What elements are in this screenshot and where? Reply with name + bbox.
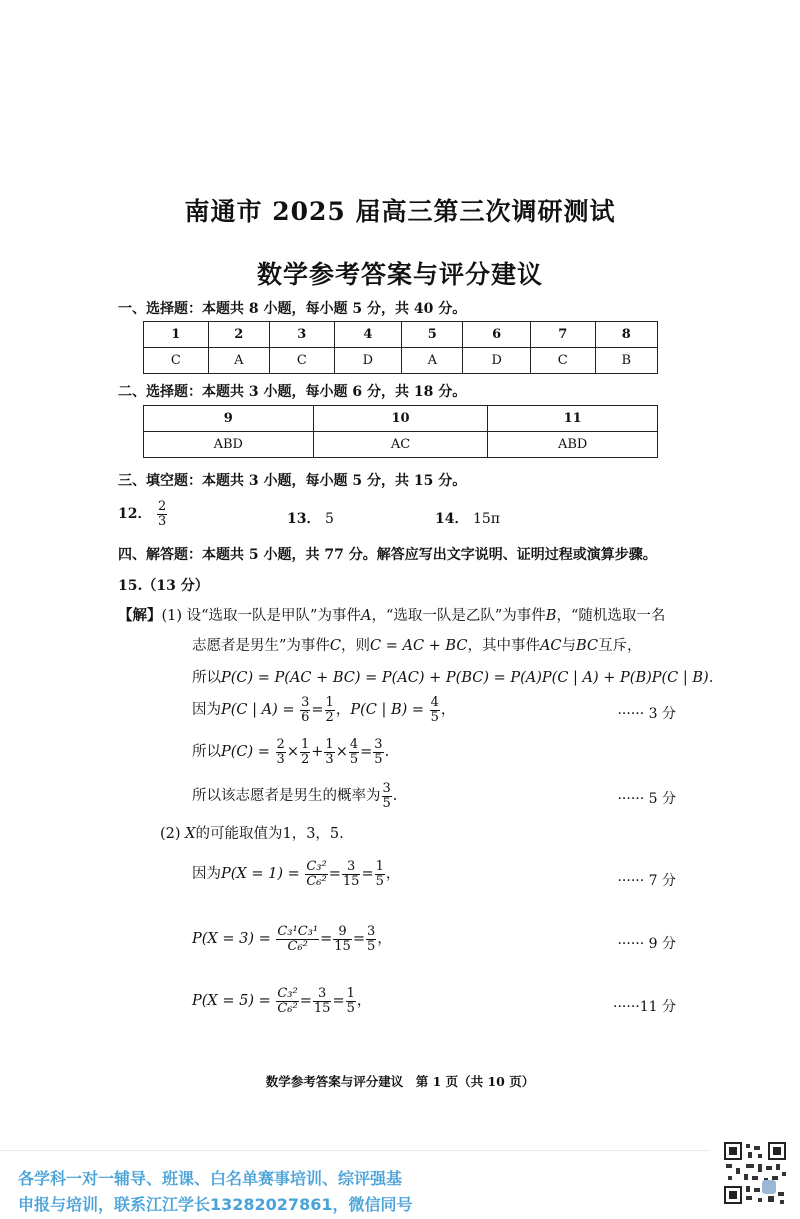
- fraction: [349, 738, 359, 766]
- math: C: [329, 638, 342, 654]
- question-number: 12．: [118, 506, 152, 523]
- table-cell: AC: [313, 432, 488, 458]
- numerator: 1: [325, 737, 334, 752]
- text: .: [392, 788, 398, 805]
- numerator: 1: [375, 859, 384, 874]
- equals: =: [332, 993, 345, 1010]
- table-cell: 7: [530, 322, 595, 348]
- fraction: [276, 925, 319, 953]
- table-cell: 9: [144, 406, 314, 432]
- math: A: [360, 608, 372, 624]
- promo-line-1: 各学科一对一辅导、班课、白名单赛事培训、综评强基: [18, 1169, 403, 1188]
- solution-line-8: [192, 860, 400, 888]
- numerator: C₃²: [306, 859, 327, 874]
- answer-value: 5: [324, 511, 334, 527]
- fraction: [324, 738, 334, 766]
- text: 所以该志愿者是男生的概率为: [192, 788, 381, 805]
- page-subtitle: 数学参考答案与评分建议: [256, 260, 543, 289]
- fraction: [342, 860, 361, 888]
- denominator: 6: [301, 709, 310, 725]
- solution-line-5: [192, 738, 389, 766]
- denominator: C₆²: [306, 873, 327, 889]
- table-cell: 3: [269, 322, 334, 348]
- text: ，“随机选取一名: [556, 608, 666, 624]
- text: 因为: [192, 866, 221, 883]
- table-cell: 10: [313, 406, 488, 432]
- answer-13: [287, 508, 334, 528]
- text: ，: [377, 931, 392, 948]
- denominator: 15: [342, 873, 360, 889]
- text: 所以: [192, 744, 221, 761]
- table-header-row: [144, 406, 658, 432]
- section3-heading: 三、填空题：本题共 3 小题，每小题 5 分，共 15 分。: [118, 473, 467, 489]
- table-cell: D: [463, 348, 531, 374]
- fraction: [430, 696, 440, 724]
- denominator: 3: [325, 751, 334, 767]
- numerator: 3: [301, 695, 310, 710]
- numerator: 1: [346, 986, 355, 1001]
- table-cell: 1: [144, 322, 209, 348]
- fraction: [382, 782, 392, 810]
- math: P(C) =: [221, 744, 270, 761]
- text: .: [708, 670, 714, 686]
- fraction: [276, 987, 298, 1015]
- text: 互斥，: [598, 638, 642, 654]
- denominator: 5: [374, 751, 383, 767]
- table-cell: C: [144, 348, 209, 374]
- text: ，则: [341, 638, 371, 654]
- section1-heading: 一、选择题：本题共 8 小题，每小题 5 分，共 40 分。: [118, 301, 467, 317]
- equals: =: [299, 993, 312, 1010]
- fraction: [300, 738, 310, 766]
- text: 与: [561, 638, 577, 654]
- table-cell: ABD: [144, 432, 314, 458]
- section4-heading: 四、解答题：本题共 5 小题，共 77 分。解答应写出文字说明、证明过程或演算步骤。: [118, 547, 657, 563]
- numerator: C₃¹C₃¹: [277, 924, 319, 939]
- fraction: [373, 738, 383, 766]
- fraction: [276, 738, 286, 766]
- text: ，: [385, 866, 401, 883]
- equals: =: [328, 866, 341, 883]
- solution-line-2: [192, 634, 642, 655]
- numerator: 3: [366, 924, 376, 939]
- math: P(C | A) =: [221, 702, 295, 719]
- text: 因为: [192, 702, 221, 719]
- numerator: 3: [342, 860, 361, 875]
- answer-value: 15π: [472, 511, 500, 527]
- section2-heading: 二、选择题：本题共 3 小题，每小题 6 分，共 18 分。: [118, 384, 467, 400]
- solution-line-9: [192, 925, 392, 953]
- numerator: 1: [300, 737, 310, 752]
- text: ，其中事件: [467, 638, 540, 654]
- math: P(X = 5) =: [192, 993, 271, 1010]
- math: P(C | B) =: [350, 702, 425, 719]
- numerator: C₃²: [277, 986, 298, 1001]
- denominator: C₆²: [287, 938, 308, 954]
- solution-line-10: [192, 987, 371, 1015]
- table-cell: 4: [334, 322, 402, 348]
- fraction: [325, 696, 335, 724]
- fraction: [375, 860, 385, 888]
- numerator: 3: [382, 781, 391, 796]
- table-cell: 2: [208, 322, 269, 348]
- plus-sign: +: [311, 744, 324, 761]
- page-title: 南通市 2025 届高三第三次调研测试: [184, 197, 616, 226]
- score-mark: ······11 分: [613, 999, 676, 1015]
- qr-code-icon[interactable]: [722, 1140, 788, 1206]
- text: (2): [160, 826, 181, 842]
- section1-table: [143, 321, 658, 374]
- denominator: 3: [157, 513, 167, 529]
- text: (1) 设“选取一队是甲队”为事件: [161, 608, 361, 624]
- math: X: [185, 826, 196, 842]
- table-cell: 11: [488, 406, 658, 432]
- solution-line-4: [192, 696, 455, 724]
- fraction: [300, 696, 310, 724]
- solution-tag: 【解】: [118, 607, 162, 624]
- table-cell: A: [402, 348, 463, 374]
- score-mark: ······ 7 分: [617, 873, 676, 889]
- numerator: 9: [333, 925, 352, 940]
- table-cell: C: [269, 348, 334, 374]
- times-sign: ×: [286, 744, 299, 761]
- numerator: 3: [374, 737, 383, 752]
- denominator: 5: [366, 938, 376, 954]
- math: P(X = 1) =: [221, 866, 300, 883]
- text: 志愿者是男生”为事件: [192, 638, 330, 654]
- table-cell: 5: [402, 322, 463, 348]
- fraction: [366, 925, 376, 953]
- answer-12: [118, 500, 168, 528]
- solution-line-6: [192, 782, 397, 810]
- denominator: 2: [300, 751, 310, 767]
- table-row: [144, 348, 658, 374]
- denominator: 5: [375, 873, 384, 889]
- table-row: [144, 432, 658, 458]
- math: P(X = 3) =: [192, 931, 271, 948]
- fraction: [157, 500, 167, 528]
- math: BC: [576, 638, 599, 654]
- text: ，: [335, 702, 351, 719]
- math: AC: [539, 638, 562, 654]
- question-number: 13．: [287, 511, 321, 527]
- solution-line-1: [118, 604, 665, 625]
- text: ，: [440, 702, 456, 719]
- times-sign: ×: [335, 744, 348, 761]
- math: P(C) = P(AC + BC) = P(AC) + P(BC) = P(A)P(C | A) + P(B)P(C | B): [221, 670, 709, 686]
- denominator: C₆²: [277, 1000, 298, 1016]
- table-cell: D: [334, 348, 402, 374]
- table-cell: 8: [595, 322, 657, 348]
- table-cell: 6: [463, 322, 531, 348]
- table-cell: B: [595, 348, 657, 374]
- table-header-row: [144, 322, 658, 348]
- table-cell: A: [208, 348, 269, 374]
- denominator: 15: [313, 1000, 331, 1016]
- fraction: [333, 925, 352, 953]
- text: 的可能取值为1，3，5.: [195, 826, 344, 842]
- divider: [0, 1150, 710, 1151]
- score-mark: ······ 3 分: [617, 706, 676, 722]
- math: C = AC + BC: [370, 638, 468, 654]
- solution-line-3: [192, 666, 713, 687]
- numerator: 1: [325, 695, 334, 710]
- denominator: 5: [349, 751, 359, 767]
- denominator: 2: [325, 709, 334, 725]
- denominator: 3: [276, 751, 285, 767]
- text: 所以: [192, 670, 221, 686]
- equals: =: [361, 866, 374, 883]
- equals: =: [320, 931, 333, 948]
- solution-line-7: [160, 822, 344, 843]
- denominator: 15: [334, 938, 351, 954]
- numerator: 2: [276, 737, 285, 752]
- section2-table: [143, 405, 658, 458]
- fraction: [305, 860, 327, 888]
- answer-14: [435, 508, 500, 528]
- denominator: 5: [382, 795, 391, 811]
- numerator: 4: [430, 695, 439, 710]
- table-cell: C: [530, 348, 595, 374]
- table-cell: ABD: [488, 432, 658, 458]
- numerator: 3: [313, 987, 332, 1002]
- question-15-label: 15.（13 分）: [118, 578, 209, 594]
- score-mark: ······ 9 分: [617, 936, 676, 952]
- denominator: 5: [430, 709, 439, 725]
- numerator: 4: [349, 737, 359, 752]
- text: ，“选取一队是乙队”为事件: [371, 608, 546, 624]
- fraction: [346, 987, 356, 1015]
- question-number: 14．: [435, 511, 469, 527]
- equals: =: [360, 744, 373, 761]
- equals: =: [352, 931, 365, 948]
- math: B: [545, 608, 557, 624]
- page-footer: 数学参考答案与评分建议 第 1 页（共 10 页）: [265, 1074, 535, 1089]
- numerator: 2: [157, 499, 167, 514]
- promo-line-2: 申报与培训，联系江江学长13282027861，微信同号: [18, 1195, 413, 1214]
- denominator: 5: [346, 1000, 355, 1016]
- equals: =: [311, 702, 324, 719]
- text: ，: [356, 993, 372, 1010]
- score-mark: ······ 5 分: [617, 791, 676, 807]
- text: .: [384, 744, 390, 761]
- fraction: [313, 987, 332, 1015]
